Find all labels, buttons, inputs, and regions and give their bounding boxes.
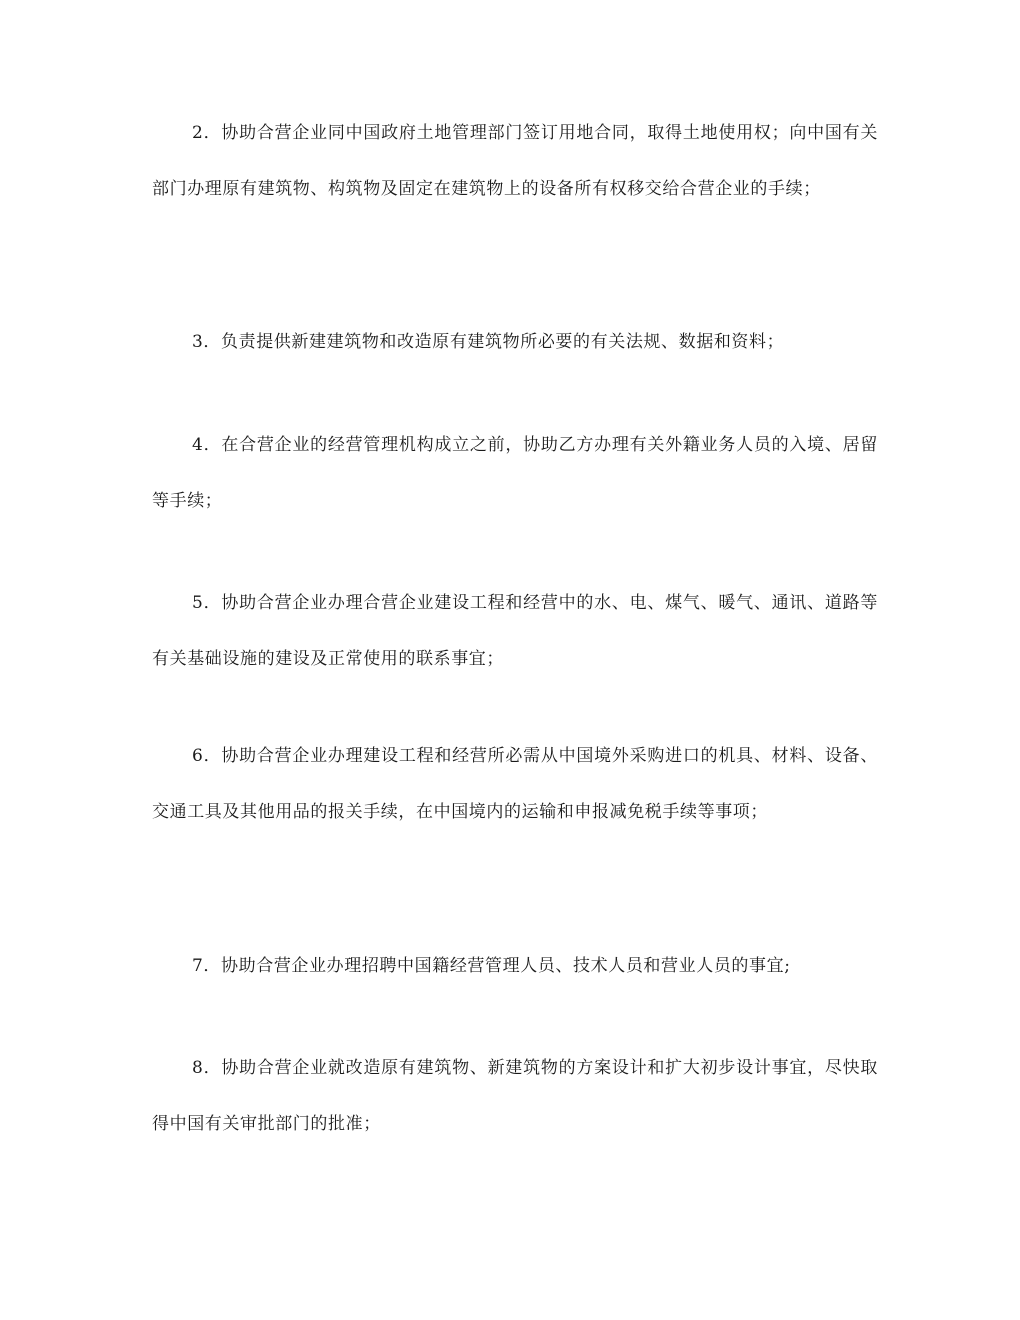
paragraph-item-7: 7．协助合营企业办理招聘中国籍经营管理人员、技术人员和营业人员的事宜;	[192, 956, 791, 976]
paragraph-item-8: 8．协助合营企业就改造原有建筑物、新建筑物的方案设计和扩大初步设计事宜，尽快取得中国有关审批部门的批准；	[152, 1058, 878, 1134]
paragraph-item-4: 4．在合营企业的经营管理机构成立之前，协助乙方办理有关外籍业务人员的入境、居留等手续；	[152, 435, 878, 511]
paragraph-item-6: 6．协助合营企业办理建设工程和经营所必需从中国境外采购进口的机具、材料、设备、交通工具及其他用品的报关手续，在中国境内的运输和申报减免税手续等事项；	[152, 746, 878, 822]
paragraph-item-5: 5．协助合营企业办理合营企业建设工程和经营中的水、电、煤气、暖气、通讯、道路等有关基础设施的建设及正常使用的联系事宜；	[152, 593, 878, 669]
paragraph-item-3: 3．负责提供新建建筑物和改造原有建筑物所必要的有关法规、数据和资料；	[192, 332, 785, 352]
paragraph-item-2: 2．协助合营企业同中国政府土地管理部门签订用地合同，取得土地使用权；向中国有关部门办理原有建筑物、构筑物及固定在建筑物上的设备所有权移交给合营企业的手续；	[152, 123, 878, 199]
